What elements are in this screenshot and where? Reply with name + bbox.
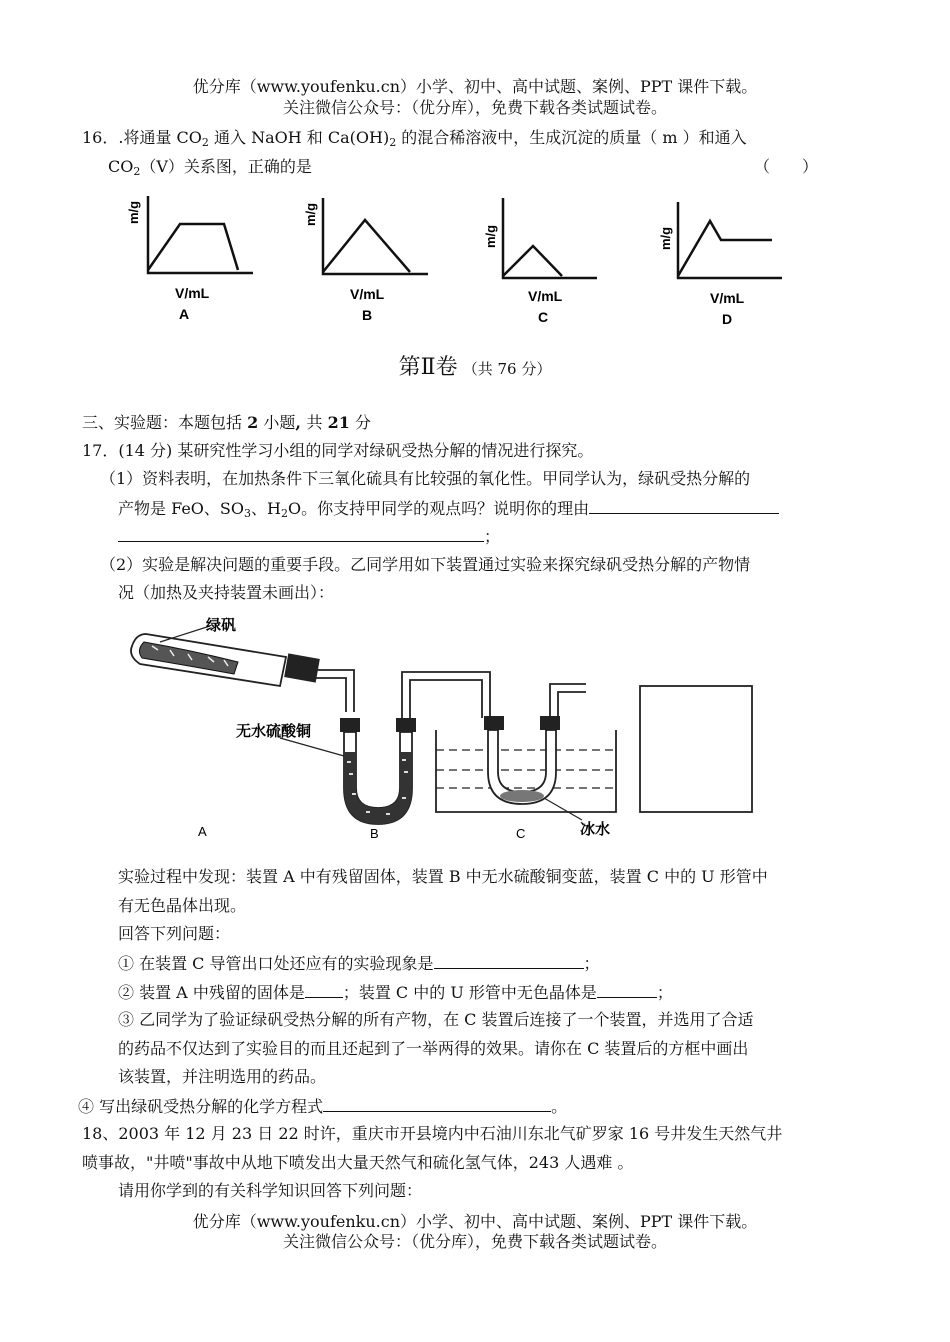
graph-c-axes bbox=[503, 198, 597, 278]
q17-p1-line1: （1）资料表明，在加热条件下三氧化硫具有比较强的氧化性。甲同学认为，绿矾受热分解的 bbox=[100, 469, 751, 488]
q17-sub: 3 bbox=[243, 507, 251, 520]
answer-blank-equation[interactable] bbox=[323, 1095, 551, 1112]
q16-sub: 2 bbox=[201, 136, 209, 149]
q17-p1-text-a: 产物是 FeO、SO bbox=[118, 499, 244, 518]
section3-heading bbox=[82, 412, 371, 434]
q16-text-a: .将通量 CO bbox=[118, 128, 202, 147]
q17-p2-line1: （2）实验是解决问题的重要手段。乙同学用如下装置通过实验来探究绿矾受热分解的产物情 bbox=[100, 555, 751, 574]
graph-b-label: B bbox=[362, 307, 373, 323]
q16-text-b: 通入 NaOH 和 Ca(OH) bbox=[208, 128, 390, 147]
q17-s3-line2: 的药品不仅达到了实验目的而且还起到了一举两得的效果。请你在 C 装置后的方框中画出 bbox=[118, 1039, 749, 1058]
tube-b-c bbox=[402, 672, 490, 718]
label-c: C bbox=[516, 826, 526, 841]
q17-p1-end: ； bbox=[484, 527, 501, 546]
graph-d bbox=[658, 202, 782, 327]
q16-co: CO bbox=[108, 157, 134, 176]
q17-s1 bbox=[118, 952, 600, 975]
graph-d-ylabel: m/g bbox=[658, 226, 673, 250]
graph-a-ylabel: m/g bbox=[126, 200, 141, 224]
label-b: B bbox=[370, 826, 379, 841]
q16-text-c: 的混合稀溶液中，生成沉淀的质量（ m ）和通入 bbox=[396, 128, 747, 147]
q17-s2-end: ； bbox=[656, 983, 673, 1002]
graph-c bbox=[483, 198, 597, 325]
label-lvfan: 绿矾 bbox=[206, 617, 237, 634]
section3-a: 三、实验题：本题包括 bbox=[82, 413, 248, 432]
q17-s2-text-a: ② 装置 A 中残留的固体是 bbox=[118, 983, 305, 1002]
section3-e: 共 bbox=[306, 413, 328, 432]
section3-points: 21 bbox=[327, 413, 350, 432]
q17-head: 17．(14 分) 某研究性学习小组的同学对绿矾受热分解的情况进行探究。 bbox=[82, 441, 594, 460]
q17-s2 bbox=[118, 981, 673, 1004]
q17-s4 bbox=[78, 1095, 567, 1118]
q16-sub: 2 bbox=[133, 165, 141, 178]
q16-number: 16． bbox=[82, 128, 119, 147]
footer-line-1: 优分库（www.youfenku.cn）小学、初中、高中试题、案例、PPT 课件下载。 bbox=[192, 1212, 758, 1231]
ice-bath-c bbox=[436, 684, 616, 838]
header-line-1: 优分库（www.youfenku.cn）小学、初中、高中试题、案例、PPT 课件下载。 bbox=[192, 77, 758, 96]
q17-answer-intro: 回答下列问题： bbox=[118, 924, 231, 943]
q17-s3-line1: ③ 乙同学为了验证绿矾受热分解的所有产物，在 C 装置后连接了一个装置，并选用了合适 bbox=[118, 1010, 754, 1029]
answer-blank-reason-2[interactable] bbox=[118, 525, 484, 542]
graph-a-axes bbox=[148, 196, 253, 273]
q16-line2-text: （V）关系图，正确的是 bbox=[140, 157, 312, 176]
answer-drawing-box[interactable] bbox=[640, 686, 752, 812]
u-tube-b bbox=[236, 718, 416, 824]
label-a: A bbox=[198, 824, 207, 839]
q17-s1-text: ① 在装置 C 导管出口处还应有的实验现象是 bbox=[118, 954, 434, 973]
graph-a bbox=[126, 196, 253, 322]
q18-line2: 喷事故，"井喷"事故中从地下喷发出大量天然气和硫化氢气体，243 人遇难 。 bbox=[82, 1153, 634, 1172]
graph-b-curve bbox=[323, 220, 410, 272]
tube-a-b bbox=[316, 670, 354, 712]
q17-p1-text-c: O。你支持甲同学的观点吗？说明你的理由 bbox=[287, 499, 590, 518]
q16-line-2 bbox=[108, 156, 312, 183]
graph-b bbox=[303, 198, 428, 323]
q17-obs-line2: 有无色晶体出现。 bbox=[118, 896, 247, 915]
q16-sub: 2 bbox=[389, 136, 397, 149]
section3-g: 分 bbox=[349, 413, 371, 432]
graph-d-label: D bbox=[722, 311, 733, 327]
graph-c-xlabel: V/mL bbox=[528, 288, 563, 304]
graph-a-label: A bbox=[179, 306, 190, 322]
graph-b-axes bbox=[323, 198, 428, 274]
q16-answer-bracket: （ ） bbox=[754, 157, 819, 176]
q18-line3: 请用你学到的有关科学知识回答下列问题： bbox=[118, 1181, 423, 1200]
answer-blank-crystal[interactable] bbox=[597, 981, 657, 998]
q17-s4-text: ④ 写出绿矾受热分解的化学方程式 bbox=[78, 1097, 324, 1116]
graph-c-curve bbox=[503, 246, 562, 276]
answer-blank-phenomenon[interactable] bbox=[434, 952, 584, 969]
q17-s1-end: ； bbox=[583, 954, 600, 973]
q17-obs-line1: 实验过程中发现：装置 A 中有残留固体，装置 B 中无水硫酸铜变蓝，装置 C 中的 U 形管中 bbox=[118, 867, 768, 886]
graph-d-xlabel: V/mL bbox=[710, 290, 745, 306]
label-cuso4: 无水硫酸铜 bbox=[236, 723, 312, 740]
graph-b-ylabel: m/g bbox=[303, 202, 318, 226]
header-line-2: 关注微信公众号：（优分库），免费下载各类试题试卷。 bbox=[282, 98, 667, 117]
q17-s2-text-b: ；装置 C 中的 U 形管中无色晶体是 bbox=[342, 983, 597, 1002]
q17-p1-text-b: 、H bbox=[250, 499, 281, 518]
q17-s4-end: 。 bbox=[551, 1097, 568, 1116]
q17-p2-line2: 况（加热及夹持装置未画出）： bbox=[118, 583, 335, 602]
section3-d: , bbox=[295, 413, 307, 432]
answer-blank-residue[interactable] bbox=[305, 981, 343, 998]
graph-a-xlabel: V/mL bbox=[175, 285, 210, 301]
graph-b-xlabel: V/mL bbox=[350, 286, 385, 302]
q17-s3-line3: 该装置，并注明选用的药品。 bbox=[118, 1067, 327, 1086]
part2-heading bbox=[0, 354, 950, 383]
q17-p1-line2 bbox=[118, 497, 779, 525]
graph-c-label: C bbox=[538, 309, 549, 325]
graph-c-ylabel: m/g bbox=[483, 224, 498, 248]
footer-line-2: 关注微信公众号：（优分库），免费下载各类试题试卷。 bbox=[282, 1232, 667, 1251]
section3-c: 小题 bbox=[258, 413, 296, 432]
part2-title: 第Ⅱ卷 bbox=[398, 355, 458, 380]
q16-graphs bbox=[110, 188, 890, 333]
part2-score: （共 76 分） bbox=[462, 360, 552, 378]
apparatus-diagram bbox=[130, 612, 770, 852]
stopper-a bbox=[284, 653, 320, 682]
anhydrous-cuso4 bbox=[344, 752, 412, 824]
test-tube-a bbox=[131, 616, 320, 686]
graph-a-curve bbox=[148, 224, 238, 270]
colorless-crystal bbox=[500, 790, 544, 802]
q17-sub: 2 bbox=[280, 507, 288, 520]
answer-blank-reason-1[interactable] bbox=[589, 497, 779, 514]
q16-line-1 bbox=[82, 127, 747, 154]
q18-line1: 18、2003 年 12 月 23 日 22 时许，重庆市开县境内中石油川东北气矿罗家 16 号井发生天然气井 bbox=[82, 1124, 783, 1143]
q17-p1-line3 bbox=[118, 525, 500, 548]
section3-count: 2 bbox=[247, 413, 259, 432]
graph-d-curve bbox=[678, 221, 772, 276]
label-ice-water: 冰水 bbox=[580, 821, 611, 838]
